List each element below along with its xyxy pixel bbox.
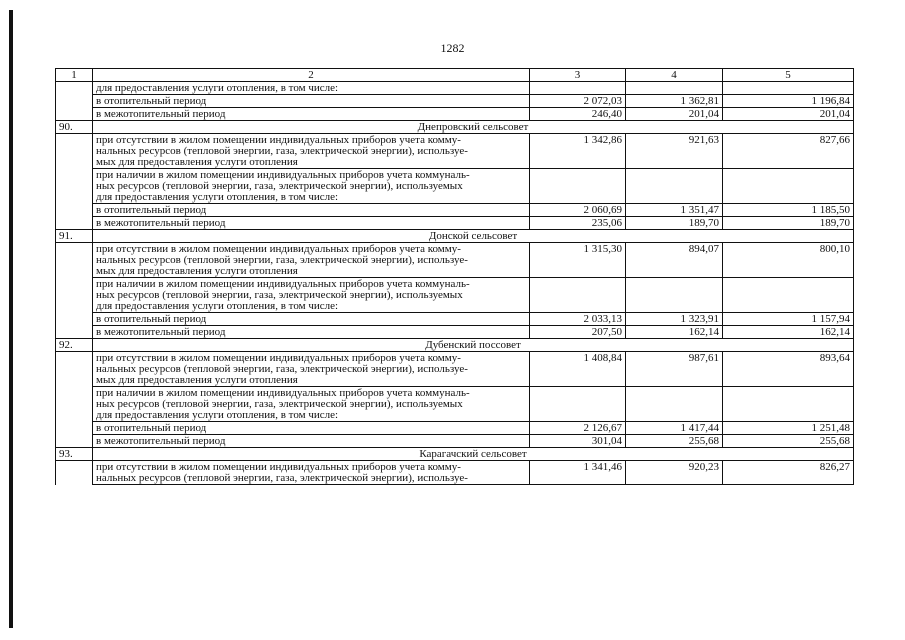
description-cell: в отопительный период <box>93 204 530 217</box>
table-row <box>56 313 854 326</box>
value-cell: 189,70 <box>723 217 854 230</box>
value-cell: 987,61 <box>626 352 723 387</box>
value-cell: 162,14 <box>723 326 854 339</box>
section-row <box>56 230 854 243</box>
table-header-row <box>56 69 854 82</box>
table-row <box>56 95 854 108</box>
description-cell: при отсутствии в жилом помещении индивидуальных приборов учета комму- нальных ресурсов (тепловой энергии, газа, электрической энергии), используе- мых для предоставления услуги отопления <box>93 243 530 278</box>
value-cell <box>723 169 854 204</box>
table-row <box>56 217 854 230</box>
index-cell <box>56 461 93 485</box>
section-title: Карагачский сельсовет <box>93 448 854 461</box>
table-row <box>56 422 854 435</box>
description-cell: при отсутствии в жилом помещении индивидуальных приборов учета комму- нальных ресурсов (тепловой энергии, газа, электрической энергии), используе- мых для предоставления услуги отопления <box>93 134 530 169</box>
value-cell: 800,10 <box>723 243 854 278</box>
index-cell <box>56 387 93 422</box>
value-cell <box>530 82 626 95</box>
index-cell <box>56 243 93 278</box>
index-cell <box>56 108 93 121</box>
table-row <box>56 435 854 448</box>
value-cell <box>723 387 854 422</box>
value-cell: 162,14 <box>626 326 723 339</box>
description-cell: в межотопительный период <box>93 217 530 230</box>
section-number: 90. <box>56 121 93 134</box>
index-cell <box>56 204 93 217</box>
value-cell: 2 033,13 <box>530 313 626 326</box>
value-cell: 246,40 <box>530 108 626 121</box>
section-title: Донской сельсовет <box>93 230 854 243</box>
section-title: Дубенский поссовет <box>93 339 854 352</box>
index-cell <box>56 95 93 108</box>
value-cell: 1 362,81 <box>626 95 723 108</box>
table-row <box>56 278 854 313</box>
section-row <box>56 448 854 461</box>
description-cell: при отсутствии в жилом помещении индивидуальных приборов учета комму- нальных ресурсов (тепловой энергии, газа, электрической энергии), используе- мых для предоставления услуги отопления <box>93 352 530 387</box>
index-cell <box>56 326 93 339</box>
table-row <box>56 387 854 422</box>
table-row <box>56 461 854 485</box>
value-cell <box>626 169 723 204</box>
value-cell: 1 315,30 <box>530 243 626 278</box>
value-cell: 1 417,44 <box>626 422 723 435</box>
table-row <box>56 134 854 169</box>
value-cell: 1 251,48 <box>723 422 854 435</box>
value-cell: 207,50 <box>530 326 626 339</box>
value-cell: 1 196,84 <box>723 95 854 108</box>
table-body <box>56 82 854 485</box>
description-cell: при наличии в жилом помещении индивидуальных приборов учета коммуналь- ных ресурсов (тепловой энергии, газа, электрической энергии), используемых для предоставления услуги отопления, в том числе: <box>93 169 530 204</box>
description-cell: при наличии в жилом помещении индивидуальных приборов учета коммуналь- ных ресурсов (тепловой энергии, газа, электрической энергии), используемых для предоставления услуги отопления, в том числе: <box>93 278 530 313</box>
table-row <box>56 204 854 217</box>
value-cell: 920,23 <box>626 461 723 485</box>
value-cell: 255,68 <box>626 435 723 448</box>
value-cell: 1 351,47 <box>626 204 723 217</box>
value-cell: 2 126,67 <box>530 422 626 435</box>
page-number: 1282 <box>440 41 465 55</box>
value-cell: 1 408,84 <box>530 352 626 387</box>
description-cell: при отсутствии в жилом помещении индивидуальных приборов учета комму- нальных ресурсов (тепловой энергии, газа, электрической энергии), используе- <box>93 461 530 485</box>
index-cell <box>56 217 93 230</box>
description-cell: в отопительный период <box>93 313 530 326</box>
description-cell: в межотопительный период <box>93 435 530 448</box>
value-cell: 201,04 <box>626 108 723 121</box>
description-cell: для предоставления услуги отопления, в том числе: <box>93 82 530 95</box>
value-cell: 1 157,94 <box>723 313 854 326</box>
table-row <box>56 243 854 278</box>
value-cell: 1 185,50 <box>723 204 854 217</box>
index-cell <box>56 134 93 169</box>
value-cell: 2 060,69 <box>530 204 626 217</box>
description-cell: в межотопительный период <box>93 326 530 339</box>
value-cell: 2 072,03 <box>530 95 626 108</box>
index-cell <box>56 278 93 313</box>
index-cell <box>56 313 93 326</box>
index-cell <box>56 422 93 435</box>
value-cell <box>626 82 723 95</box>
header-cell: 1 <box>56 69 93 82</box>
index-cell <box>56 169 93 204</box>
value-cell: 827,66 <box>723 134 854 169</box>
section-number: 91. <box>56 230 93 243</box>
description-cell: при наличии в жилом помещении индивидуальных приборов учета коммуналь- ных ресурсов (тепловой энергии, газа, электрической энергии), используемых для предоставления услуги отопления, в том числе: <box>93 387 530 422</box>
value-cell <box>626 387 723 422</box>
table-row <box>56 326 854 339</box>
value-cell: 255,68 <box>723 435 854 448</box>
table-row <box>56 108 854 121</box>
description-cell: в межотопительный период <box>93 108 530 121</box>
value-cell: 201,04 <box>723 108 854 121</box>
header-cell: 5 <box>723 69 854 82</box>
value-cell: 189,70 <box>626 217 723 230</box>
value-cell: 301,04 <box>530 435 626 448</box>
section-title: Днепровский сельсовет <box>93 121 854 134</box>
value-cell <box>723 82 854 95</box>
value-cell: 894,07 <box>626 243 723 278</box>
description-cell: в отопительный период <box>93 422 530 435</box>
value-cell <box>723 278 854 313</box>
value-cell: 235,06 <box>530 217 626 230</box>
value-cell: 921,63 <box>626 134 723 169</box>
header-cell: 4 <box>626 69 723 82</box>
table-row <box>56 352 854 387</box>
value-cell: 1 323,91 <box>626 313 723 326</box>
header-cell: 3 <box>530 69 626 82</box>
value-cell: 1 342,86 <box>530 134 626 169</box>
value-cell <box>626 278 723 313</box>
value-cell <box>530 278 626 313</box>
value-cell: 893,64 <box>723 352 854 387</box>
table-row <box>56 169 854 204</box>
section-row <box>56 121 854 134</box>
section-number: 93. <box>56 448 93 461</box>
value-cell: 1 341,46 <box>530 461 626 485</box>
section-number: 92. <box>56 339 93 352</box>
value-cell <box>530 387 626 422</box>
index-cell <box>56 435 93 448</box>
tariff-table <box>55 68 854 485</box>
description-cell: в отопительный период <box>93 95 530 108</box>
index-cell <box>56 82 93 95</box>
table-row <box>56 82 854 95</box>
header-cell: 2 <box>93 69 530 82</box>
index-cell <box>56 352 93 387</box>
value-cell: 826,27 <box>723 461 854 485</box>
page-binding-edge <box>9 10 13 628</box>
section-row <box>56 339 854 352</box>
value-cell <box>530 169 626 204</box>
